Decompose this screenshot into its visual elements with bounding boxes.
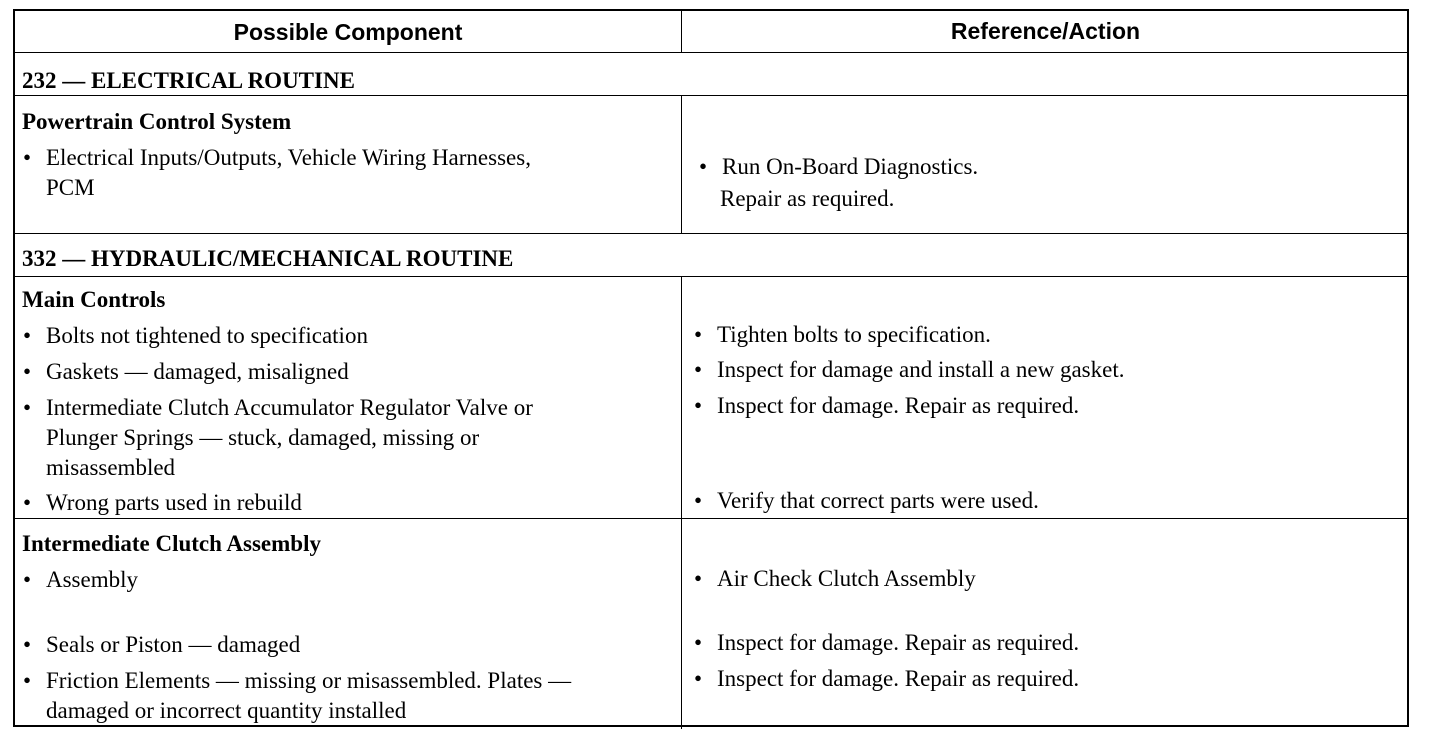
component-text: misassembled <box>46 455 176 480</box>
action-text: • Inspect for damage. Repair as required. <box>717 391 1079 421</box>
group-divider <box>15 518 1407 519</box>
action-text: • Verify that correct parts were used. <box>717 486 1039 516</box>
action-text: Repair as required. <box>720 186 895 211</box>
component-text: • Wrong parts used in rebuild <box>46 488 302 518</box>
component-text: • Friction Elements — missing or misassembled. Plates — <box>46 666 571 696</box>
column-header-action: Reference/Action <box>950 18 1141 44</box>
section-divider <box>15 233 1407 234</box>
section-title: 232 — ELECTRICAL ROUTINE <box>22 68 355 93</box>
action-text: • Run On-Board Diagnostics. <box>722 152 978 182</box>
component-text: damaged or incorrect quantity installed <box>46 698 407 723</box>
header-divider <box>15 52 1407 53</box>
group-title: Powertrain Control System <box>22 109 292 134</box>
section-title: 332 — HYDRAULIC/MECHANICAL ROUTINE <box>22 246 514 271</box>
section-divider <box>15 276 1407 277</box>
action-text: • Inspect for damage and install a new gasket. <box>717 355 1124 385</box>
action-text: • Inspect for damage. Repair as required. <box>717 664 1079 694</box>
component-text: • Bolts not tightened to specification <box>46 321 368 351</box>
action-text: • Air Check Clutch Assembly <box>717 564 976 594</box>
component-text: • Seals or Piston — damaged <box>46 630 300 660</box>
group-title: Intermediate Clutch Assembly <box>22 531 321 556</box>
component-text: PCM <box>46 175 95 200</box>
component-text: • Intermediate Clutch Accumulator Regulator Valve or <box>46 393 533 423</box>
column-divider <box>681 96 682 234</box>
column-header-component: Possible Component <box>233 19 463 45</box>
group-title: Main Controls <box>22 287 166 312</box>
action-text: • Tighten bolts to specification. <box>717 320 991 350</box>
component-text: • Electrical Inputs/Outputs, Vehicle Wiring Harnesses, <box>46 143 531 173</box>
diagnosis-table <box>13 9 1409 727</box>
action-text: • Inspect for damage. Repair as required. <box>717 628 1079 658</box>
component-text: Plunger Springs — stuck, damaged, missing or <box>46 425 480 450</box>
component-text: • Assembly <box>46 565 138 595</box>
component-text: • Gaskets — damaged, misaligned <box>46 357 349 387</box>
column-divider <box>681 277 682 729</box>
